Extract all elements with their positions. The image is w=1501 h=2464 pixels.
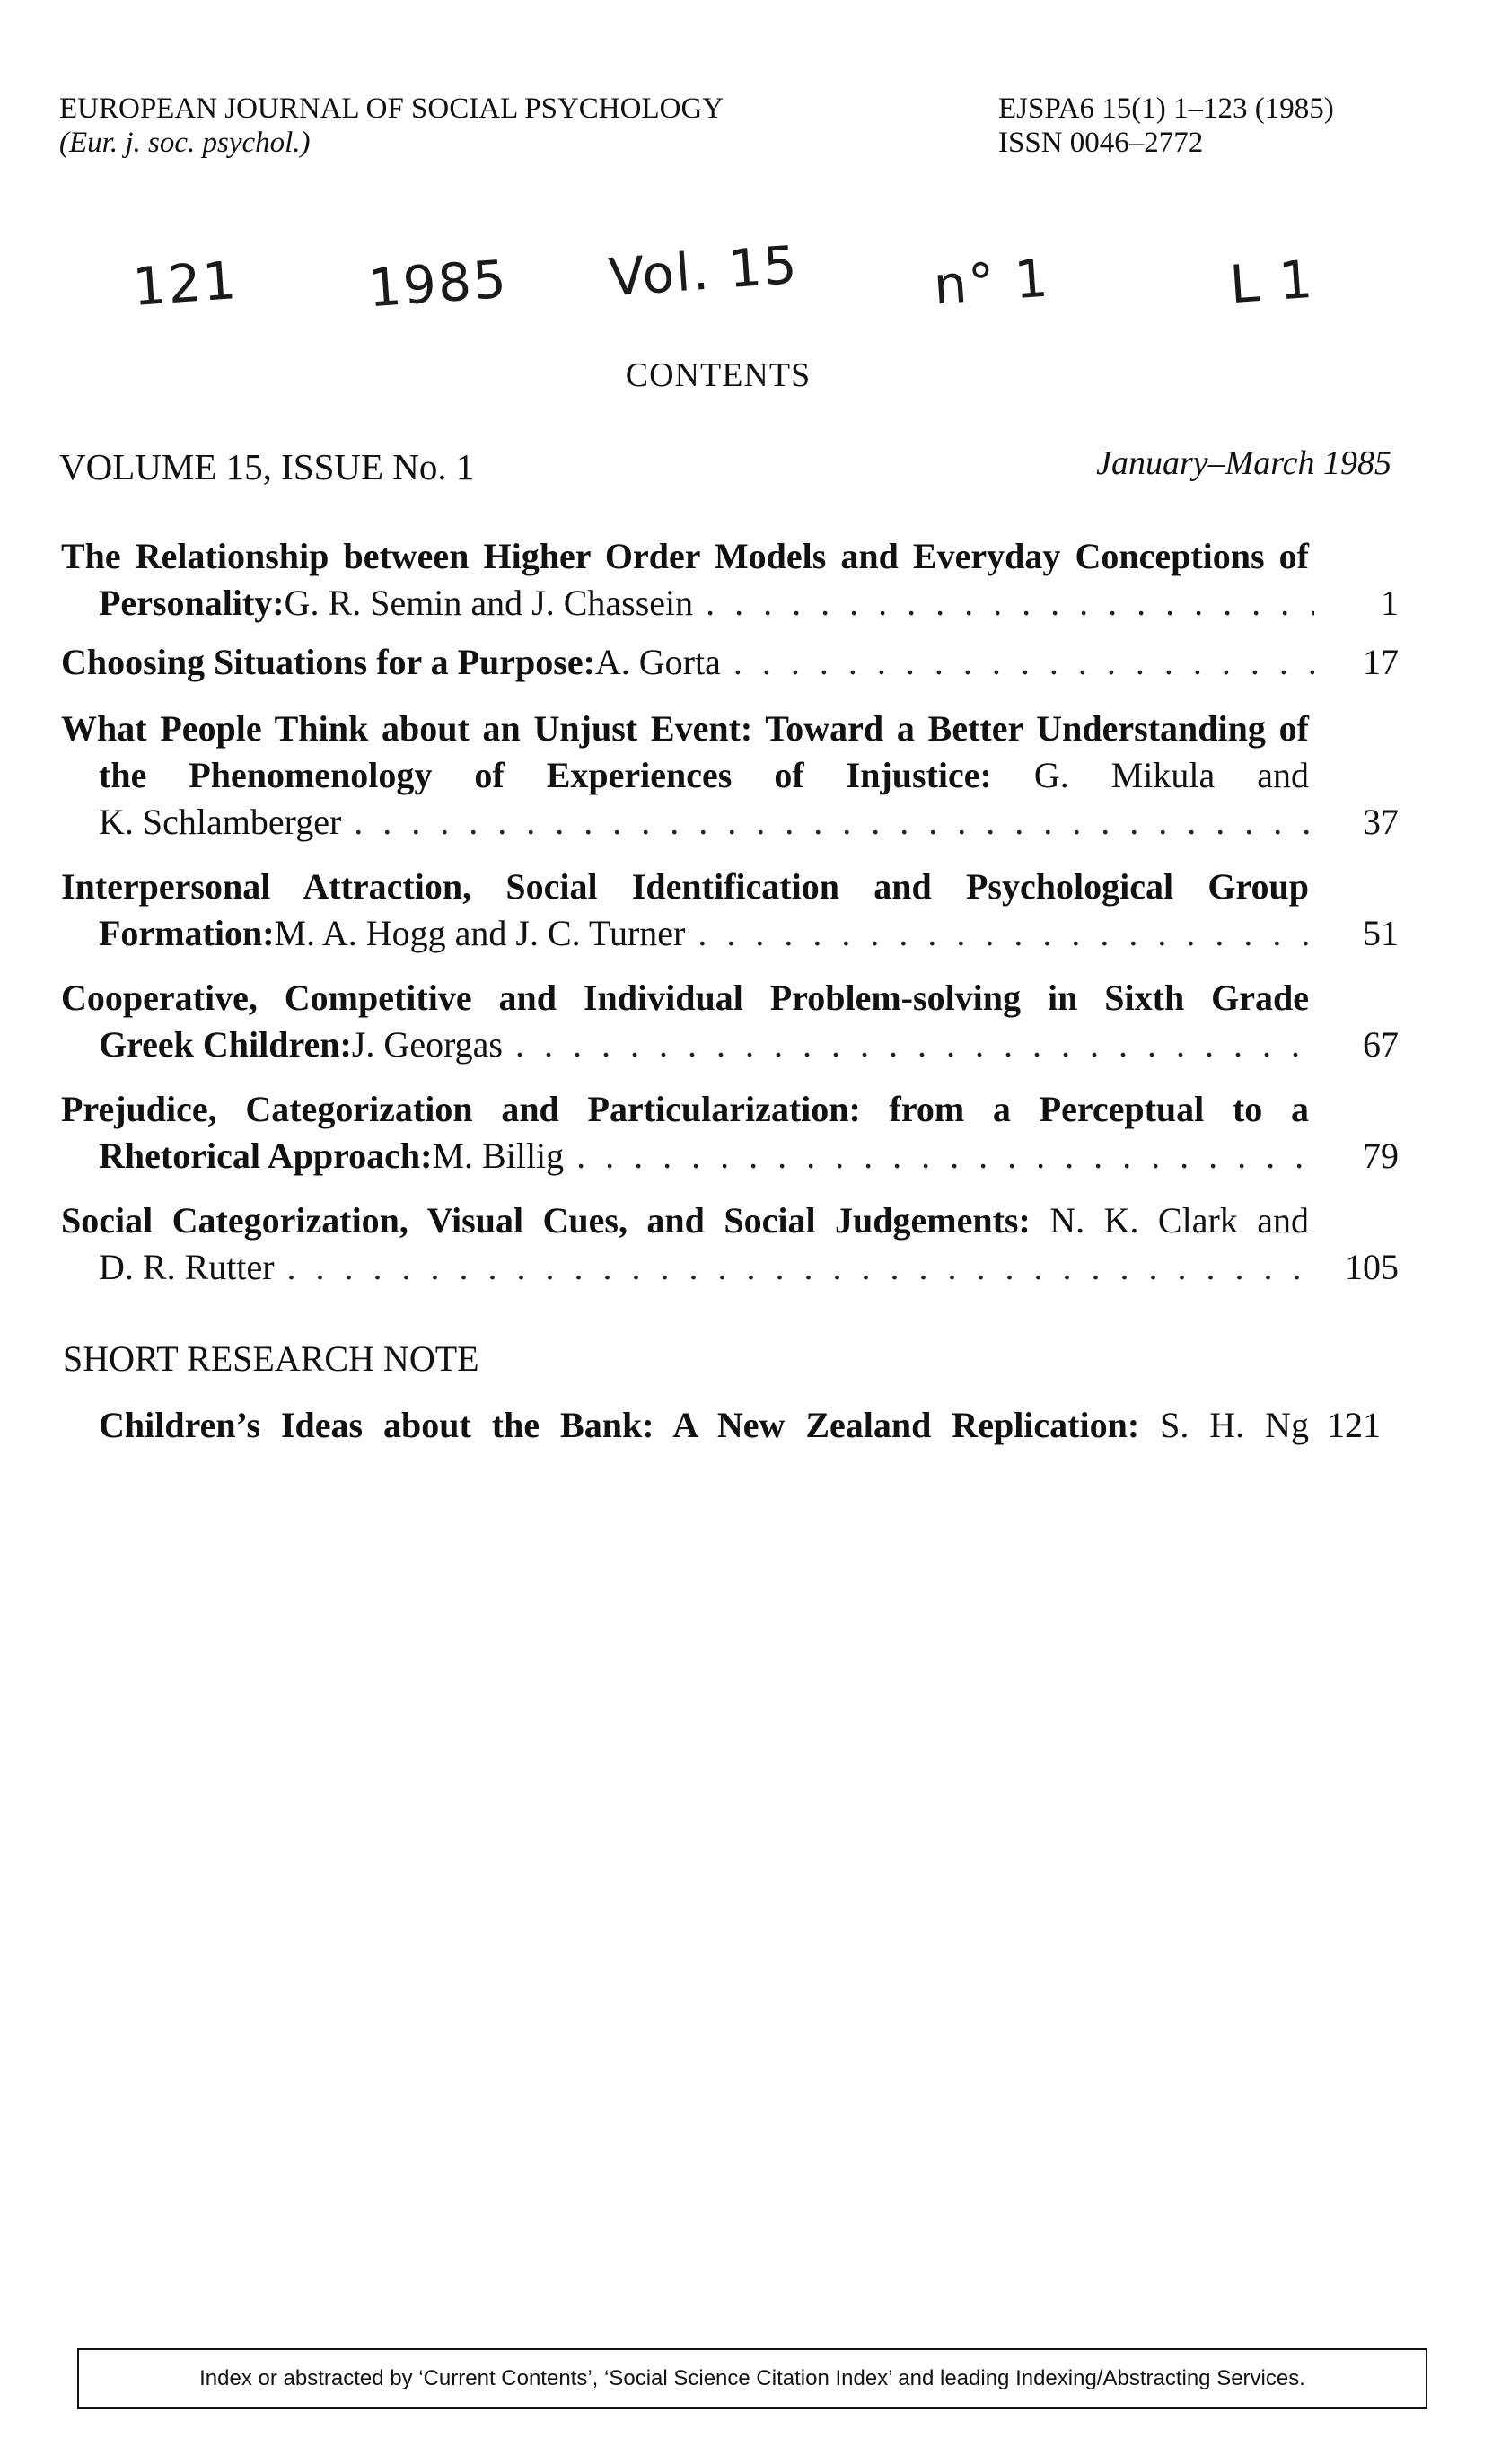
toc-entry xyxy=(61,533,1399,627)
leader-dots xyxy=(576,1133,1314,1179)
entry-authors: G. R. Semin and J. Chassein xyxy=(284,583,694,623)
leader-dots xyxy=(733,639,1314,686)
leader-dots xyxy=(287,1244,1314,1291)
entry-title: Formation: xyxy=(99,913,275,953)
entry-page: 67 xyxy=(1363,1024,1399,1065)
index-notice-text: Index or abstracted by ‘Current Contents’, ‘Social Science Citation Index’ and leading Indexing/Abstracting Services. xyxy=(199,2366,1305,2390)
entry-authors: M. A. Hogg and J. C. Turner xyxy=(274,913,686,953)
short-note-heading: SHORT RESEARCH NOTE xyxy=(63,1338,479,1379)
entry-title: Rhetorical Approach: xyxy=(99,1136,433,1176)
leader-dots xyxy=(706,580,1314,627)
toc-entry xyxy=(61,1086,1399,1179)
handwritten-note-code: L 1 xyxy=(1227,248,1316,316)
handwritten-note-volume: Vol. 15 xyxy=(606,233,801,309)
entry-authors: D. R. Rutter xyxy=(99,1247,275,1287)
entry-authors: A. Gorta xyxy=(594,642,721,682)
entry-title: Children’s Ideas about the Bank: A New Zealand Replication: xyxy=(99,1405,1140,1445)
entry-authors: J. Georgas xyxy=(351,1024,503,1065)
journal-abbrev: (Eur. j. soc. psychol.) xyxy=(59,127,311,159)
entry-page: 121 xyxy=(1327,1405,1381,1445)
handwritten-note-year: 1985 xyxy=(365,248,510,320)
entry-page: 51 xyxy=(1363,913,1399,953)
entry-title: Greek Children: xyxy=(99,1024,352,1065)
entry-authors: S. H. Ng xyxy=(1139,1405,1309,1445)
journal-header xyxy=(59,92,724,160)
entry-authors: G. Mikula and xyxy=(991,755,1309,795)
entry-title: the Phenomenology of Experiences of Injustice: xyxy=(99,755,992,795)
toc-entry xyxy=(61,864,1399,957)
journal-title: EUROPEAN JOURNAL OF SOCIAL PSYCHOLOGY xyxy=(59,92,724,125)
contents-heading: CONTENTS xyxy=(625,356,812,394)
entry-authors: M. Billig xyxy=(432,1136,565,1176)
entry-page: 17 xyxy=(1363,642,1399,682)
entry-authors: N. K. Clark and xyxy=(1030,1200,1309,1241)
toc-entry xyxy=(61,639,1399,686)
toc-entry xyxy=(61,975,1399,1068)
entry-title: Social Categorization, Visual Cues, and Social Judgements: xyxy=(61,1200,1031,1241)
leader-dots xyxy=(515,1022,1314,1068)
entry-page: 79 xyxy=(1363,1136,1399,1176)
entry-page: 105 xyxy=(1345,1247,1399,1287)
entry-title: The Relationship between Higher Order Models and Everyday Conceptions of xyxy=(61,536,1309,576)
journal-codes xyxy=(998,92,1334,160)
entry-page: 1 xyxy=(1381,583,1399,623)
toc-entry xyxy=(61,1197,1399,1291)
journal-issn: ISSN 0046–2772 xyxy=(998,127,1204,159)
leader-dots xyxy=(698,910,1314,957)
leader-dots xyxy=(354,799,1314,846)
handwritten-note-number: 121 xyxy=(130,250,240,318)
handwritten-note-issue: n° 1 xyxy=(931,247,1052,317)
volume-issue: VOLUME 15, ISSUE No. 1 xyxy=(59,446,475,487)
entry-title: Cooperative, Competitive and Individual Problem-solving in Sixth Grade xyxy=(61,978,1309,1018)
entry-authors: K. Schlamberger xyxy=(99,802,342,842)
entry-title: Interpersonal Attraction, Social Identification and Psychological Group xyxy=(61,866,1309,907)
issue-date: January–March 1985 xyxy=(1096,444,1391,482)
toc-entry xyxy=(61,1402,1399,1449)
entry-title: Prejudice, Categorization and Particularization: from a Perceptual to a xyxy=(61,1089,1309,1129)
toc-entry xyxy=(61,706,1399,846)
journal-code: EJSPA6 15(1) 1–123 (1985) xyxy=(998,92,1334,125)
entry-title: Personality: xyxy=(99,583,285,623)
entry-page: 37 xyxy=(1363,802,1399,842)
entry-title: What People Think about an Unjust Event: Toward a Better Understanding of xyxy=(61,708,1309,749)
entry-title: Choosing Situations for a Purpose: xyxy=(61,642,595,682)
index-notice-box xyxy=(77,2348,1427,2409)
